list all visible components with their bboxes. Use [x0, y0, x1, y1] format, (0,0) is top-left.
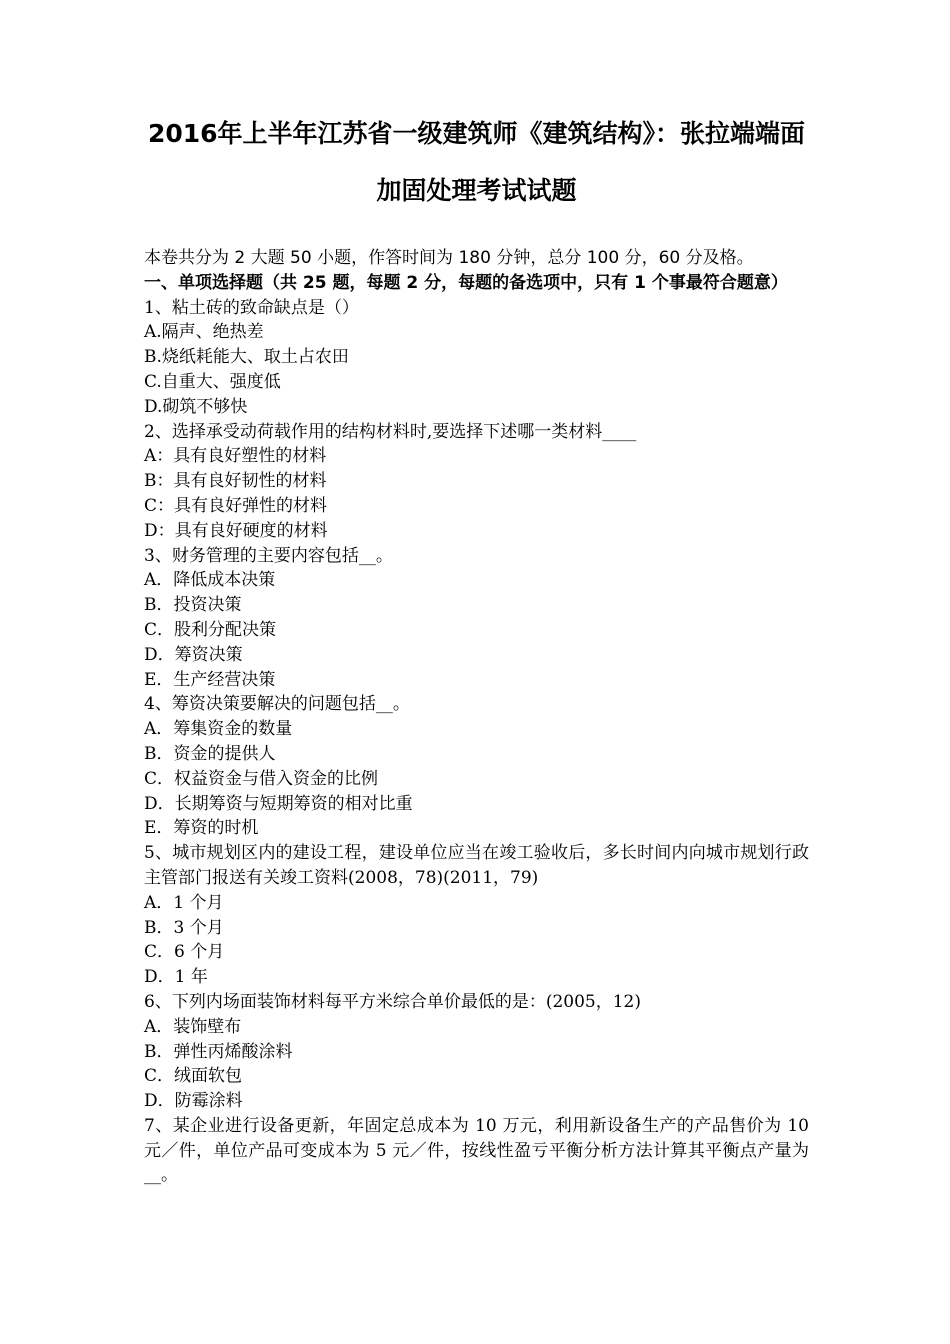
document-page	[144, 112, 809, 1188]
question-3	[144, 544, 809, 693]
exam-intro: 本卷共分为 2 大题 50 小题，作答时间为 180 分钟，总分 100 分，60 分及格。	[144, 248, 754, 268]
question-4	[144, 692, 809, 841]
option-b: B．资金的提供人	[144, 743, 276, 764]
question-2	[144, 420, 809, 544]
option-d: D．1 年	[144, 967, 208, 988]
option-d: D．筹资决策	[144, 644, 243, 665]
question-6	[144, 990, 809, 1114]
question-7	[144, 1114, 809, 1188]
option-d: D：具有良好硬度的材料	[144, 520, 328, 541]
option-b: B．弹性丙烯酸涂料	[144, 1041, 293, 1062]
option-c: C：具有良好弹性的材料	[144, 495, 328, 516]
option-a: A.隔声、绝热差	[144, 322, 264, 343]
option-d: D.砌筑不够快	[144, 396, 248, 417]
document-title	[144, 112, 809, 205]
option-c: C.自重大、强度低	[144, 371, 281, 392]
option-a: A．筹集资金的数量	[144, 719, 293, 740]
option-d: D．长期筹资与短期筹资的相对比重	[144, 793, 413, 814]
option-a: A．1 个月	[144, 892, 224, 913]
question-stem: 7、某企业进行设备更新，年固定总成本为 10 万元，利用新设备生产的产品售价为 10 元／件，单位产品可变成本为 5 元／件，按线性盈亏平衡分析方法计算其平衡点产量为__。	[144, 1115, 809, 1186]
question-stem: 1、粘土砖的致命缺点是（）	[144, 297, 359, 318]
option-a: A：具有良好塑性的材料	[144, 446, 327, 467]
option-b: B．3 个月	[144, 917, 224, 938]
option-e: E．筹资的时机	[144, 818, 259, 839]
title-line-2: 加固处理考试试题	[376, 176, 577, 205]
option-d: D．防霉涂料	[144, 1091, 243, 1112]
question-5	[144, 841, 809, 990]
question-1	[144, 296, 809, 420]
question-stem: 3、财务管理的主要内容包括__。	[144, 545, 393, 566]
option-a: A．装饰壁布	[144, 1016, 242, 1037]
question-stem: 2、选择承受动荷载作用的结构材料时,要选择下述哪一类材料____	[144, 421, 637, 442]
option-c: C．6 个月	[144, 942, 225, 963]
option-c: C．权益资金与借入资金的比例	[144, 768, 379, 789]
option-b: B.烧纸耗能大、取土占农田	[144, 347, 349, 368]
option-c: C．绒面软包	[144, 1066, 243, 1087]
question-stem: 5、城市规划区内的建设工程，建设单位应当在竣工验收后，多长时间内向城市规划行政主管部门报送有关竣工资料(2008，78)(2011，79)	[144, 843, 809, 888]
option-b: B：具有良好韧性的材料	[144, 471, 327, 492]
question-stem: 4、筹资决策要解决的问题包括__。	[144, 694, 410, 715]
option-e: E．生产经营决策	[144, 669, 276, 690]
option-c: C．股利分配决策	[144, 619, 277, 640]
section-heading: 一、单项选择题（共 25 题，每题 2 分，每题的备选项中，只有 1 个事最符合题意）	[144, 272, 788, 293]
question-stem: 6、下列内场面装饰材料每平方米综合单价最低的是：(2005，12)	[144, 991, 641, 1012]
document-body	[144, 246, 809, 1188]
option-b: B．投资决策	[144, 595, 242, 616]
option-a: A．降低成本决策	[144, 570, 276, 591]
title-line-1: 2016年上半年江苏省一级建筑师《建筑结构》：张拉端端面	[147, 119, 806, 148]
